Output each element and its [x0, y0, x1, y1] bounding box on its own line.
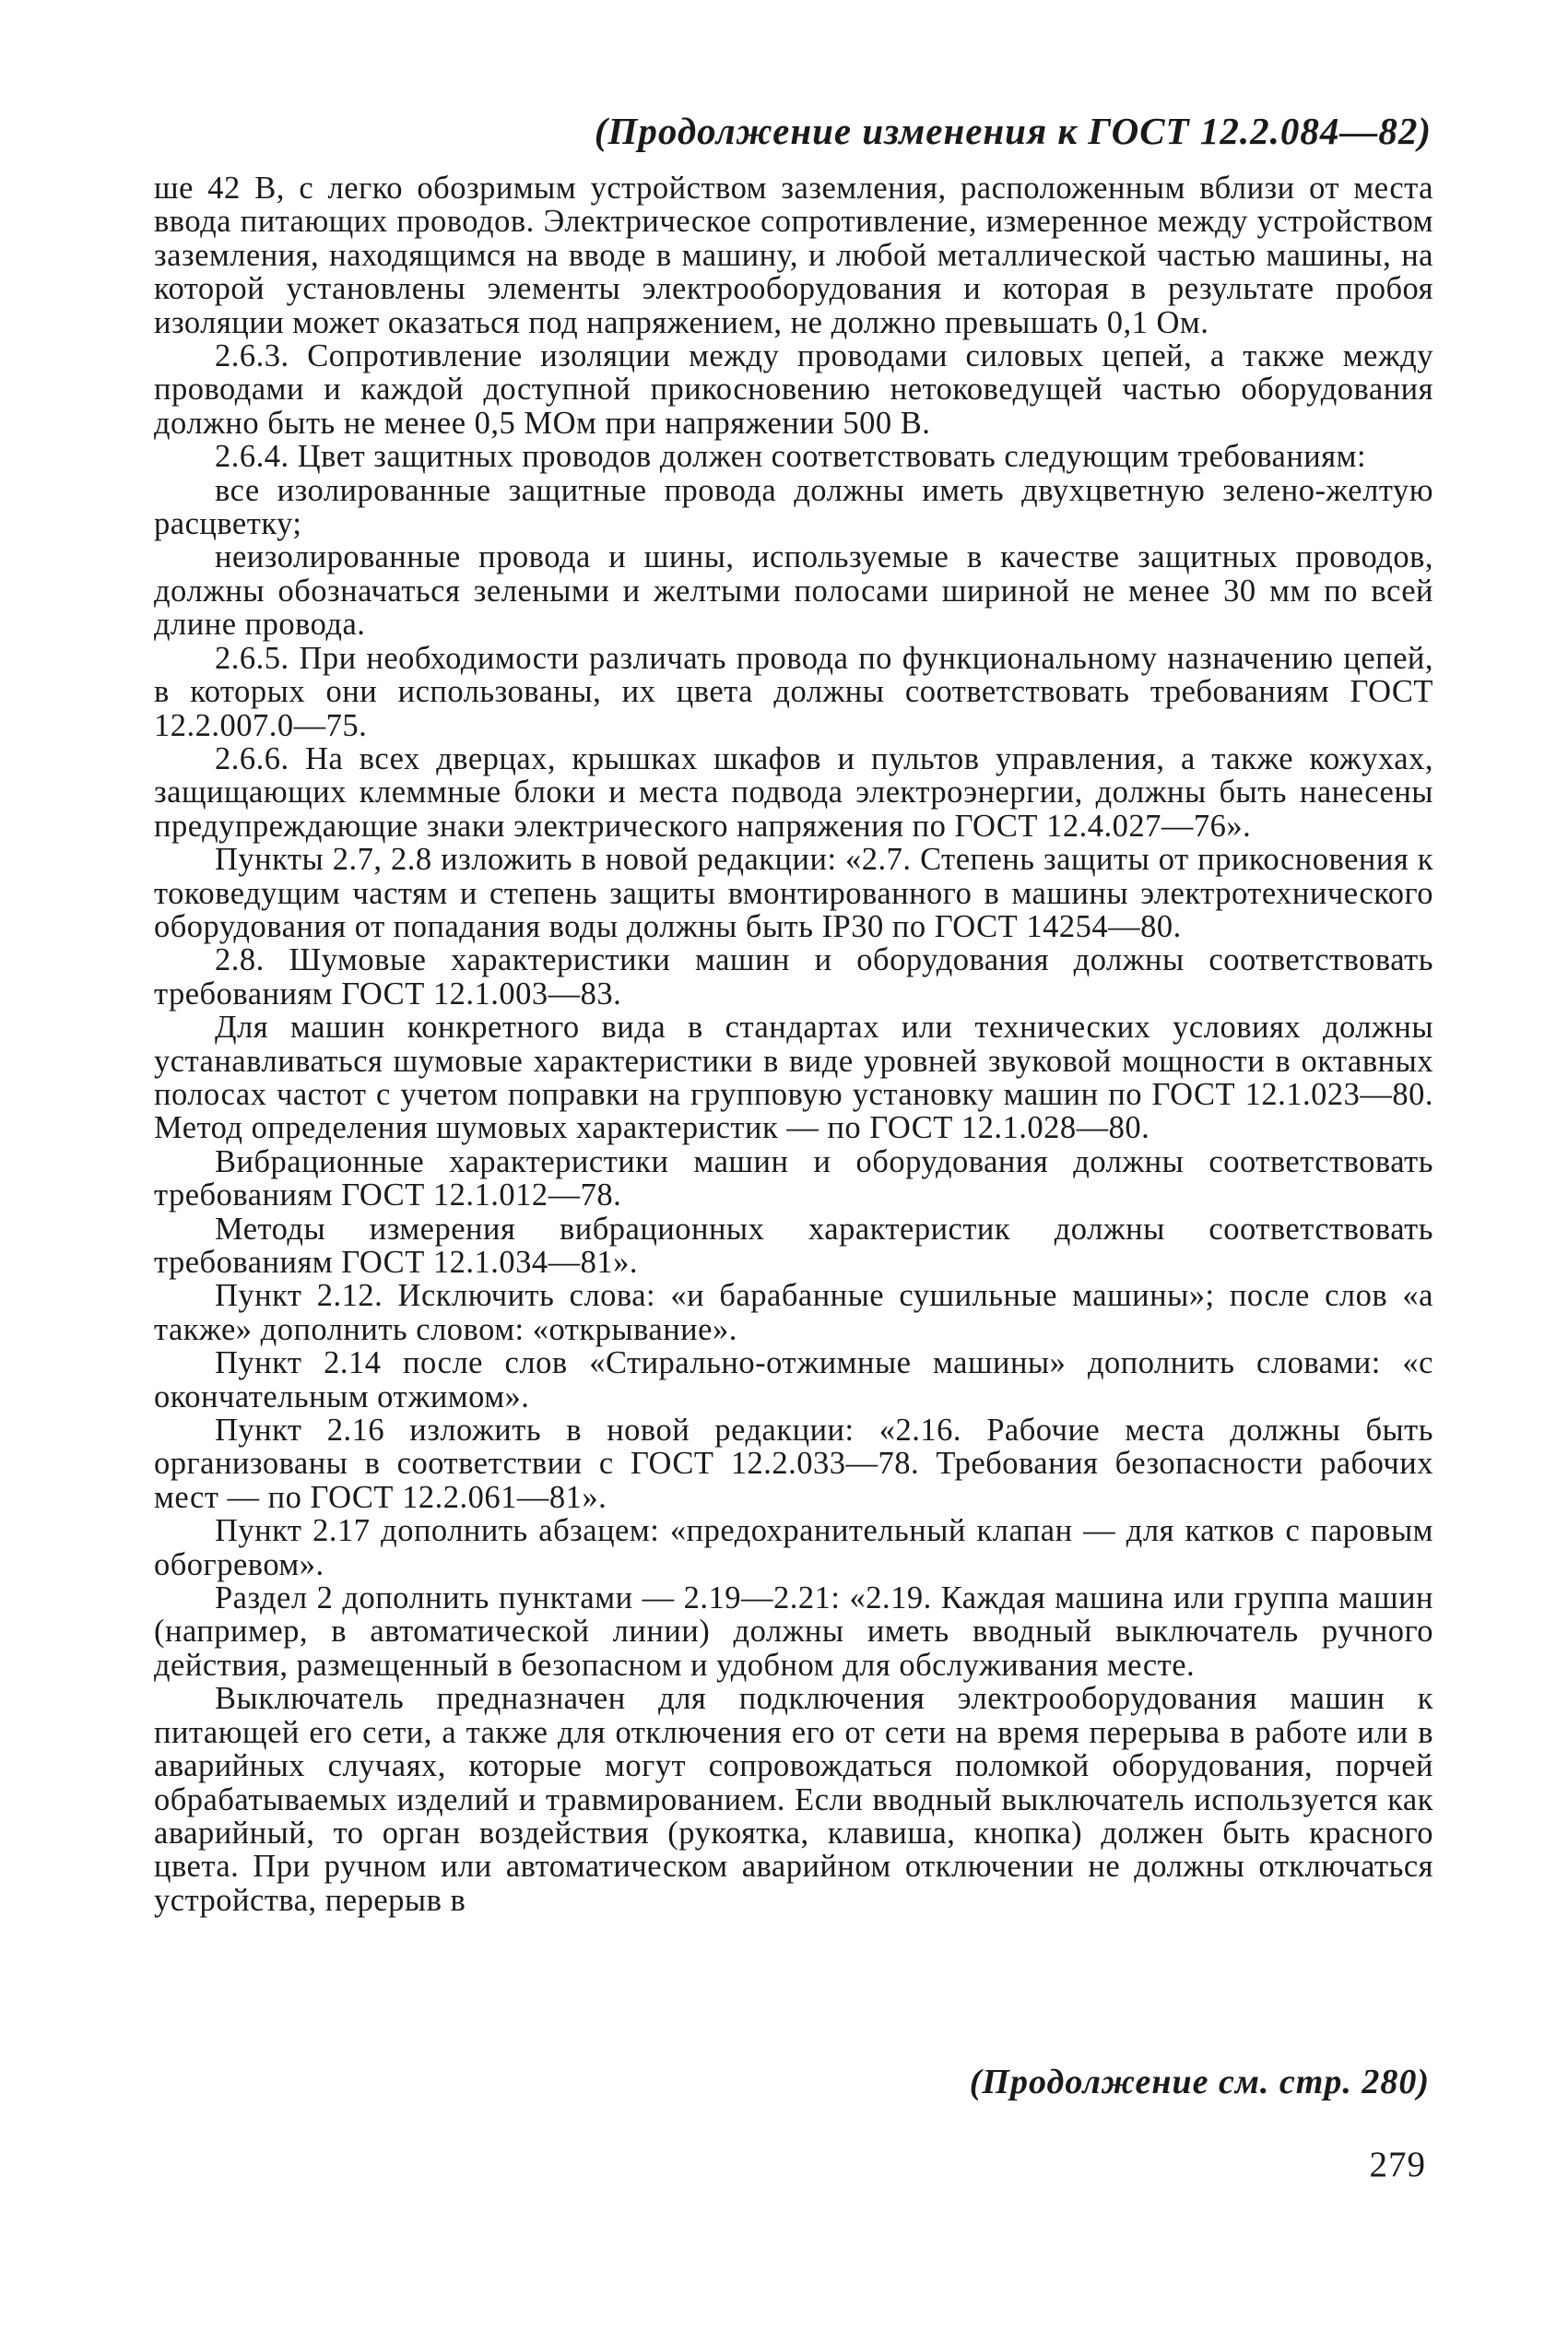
paragraph: Пункт 2.14 после слов «Стирально-отжимные машины» дополнить словами: «с окончательным отжимом».	[154, 1345, 1433, 1414]
paragraph: Выключатель предназначен для подключения электрооборудования машин к питающей его сети, а также для отключения его от сети на время перерыва в работе или в аварийных случаях, которые могут сопровождаться поломкой оборудования, порчей обрабатываемых изделий и травмированием. Если вводный выключатель используется как аварийный, то орган воздействия (рукоятка, клавиша, кнопка) должен быть красного цвета. При ручном или автоматическом аварийном отключении не должны отключаться устройства, перерыв в	[154, 1681, 1433, 1918]
paragraph: неизолированные провода и шины, используемые в качестве защитных проводов, должны обозначаться зелеными и желтыми полосами шириной не менее 30 мм по всей длине провода.	[154, 539, 1433, 643]
paragraph: 2.8. Шумовые характеристики машин и оборудования должны соответствовать требованиям ГОСТ 12.1.003—83.	[154, 942, 1433, 1012]
body-text	[154, 172, 1433, 1917]
paragraph: Пункт 2.17 дополнить абзацем: «предохранительный клапан — для катков с паровым обогревом».	[154, 1513, 1433, 1582]
paragraph: Методы измерения вибрационных характеристик должны соответствовать требованиям ГОСТ 12.1.034—81».	[154, 1211, 1433, 1280]
paragraph: 2.6.5. При необходимости различать провода по функциональному назначению цепей, в которых они использованы, их цвета должны соответствовать требованиям ГОСТ 12.2.007.0—75.	[154, 640, 1433, 743]
paragraph: 2.6.3. Сопротивление изоляции между проводами силовых цепей, а также между проводами и каждой доступной прикосновению нетоковедущей частью оборудования должно быть не менее 0,5 МОм при напряжении 500 В.	[154, 338, 1433, 441]
paragraph: Раздел 2 дополнить пунктами — 2.19—2.21: «2.19. Каждая машина или группа машин (например, в автоматической линии) должны иметь вводный выключатель ручного действия, размещенный в безопасном и удобном для обслуживания месте.	[154, 1580, 1433, 1683]
paragraph: Пункты 2.7, 2.8 изложить в новой редакции: «2.7. Степень защиты от прикосновения к токоведущим частям и степень защиты вмонтированного в машины электротехнического оборудования от попадания воды должны быть IP30 по ГОСТ 14254—80.	[154, 842, 1433, 944]
paragraph: Для машин конкретного вида в стандартах или технических условиях должны устанавливаться шумовые характеристики в виде уровней звуковой мощности в октавных полосах частот с учетом поправки на групповую установку машин по ГОСТ 12.1.023—80. Метод определения шумовых характеристик — по ГОСТ 12.1.028—80.	[154, 1010, 1433, 1146]
paragraph: 2.6.4. Цвет защитных проводов должен соответствовать следующим требованиям:	[215, 439, 1367, 475]
page-number: 279	[1369, 2145, 1426, 2184]
running-head: (Продолжение изменения к ГОСТ 12.2.084—82)	[594, 110, 1432, 152]
paragraph: ше 42 В, с легко обозримым устройством заземления, расположенным вблизи от места ввода питающих проводов. Электрическое сопротивление, измеренное между устройством заземления, находящимся на вводе в машину, и любой металлической частью машины, на которой установлены элементы электрооборудования и которая в результате пробоя изоляции может оказаться под напряжением, не должно превышать 0,1 Ом.	[154, 171, 1433, 340]
paragraph: 2.6.6. На всех дверцах, крышках шкафов и пультов управления, а также кожухах, защищающих клеммные блоки и места подвода электроэнергии, должны быть нанесены предупреждающие знаки электрического напряжения по ГОСТ 12.4.027—76».	[154, 740, 1433, 844]
paragraph: Вибрационные характеристики машин и оборудования должны соответствовать требованиям ГОСТ 12.1.012—78.	[154, 1143, 1433, 1213]
paragraph: Пункт 2.12. Исключить слова: «и барабанные сушильные машины»; после слов «а также» дополнить словом: «открывание».	[154, 1278, 1433, 1347]
paragraph: все изолированные защитные провода должны иметь двухцветную зелено-желтую расцветку;	[154, 472, 1433, 542]
paragraph: Пункт 2.16 изложить в новой редакции: «2.16. Рабочие места должны быть организованы в соответствии с ГОСТ 12.2.033—78. Требования безопасности рабочих мест — по ГОСТ 12.2.061—81».	[154, 1413, 1433, 1515]
continued-note: (Продолжение см. стр. 280)	[969, 2063, 1430, 2101]
